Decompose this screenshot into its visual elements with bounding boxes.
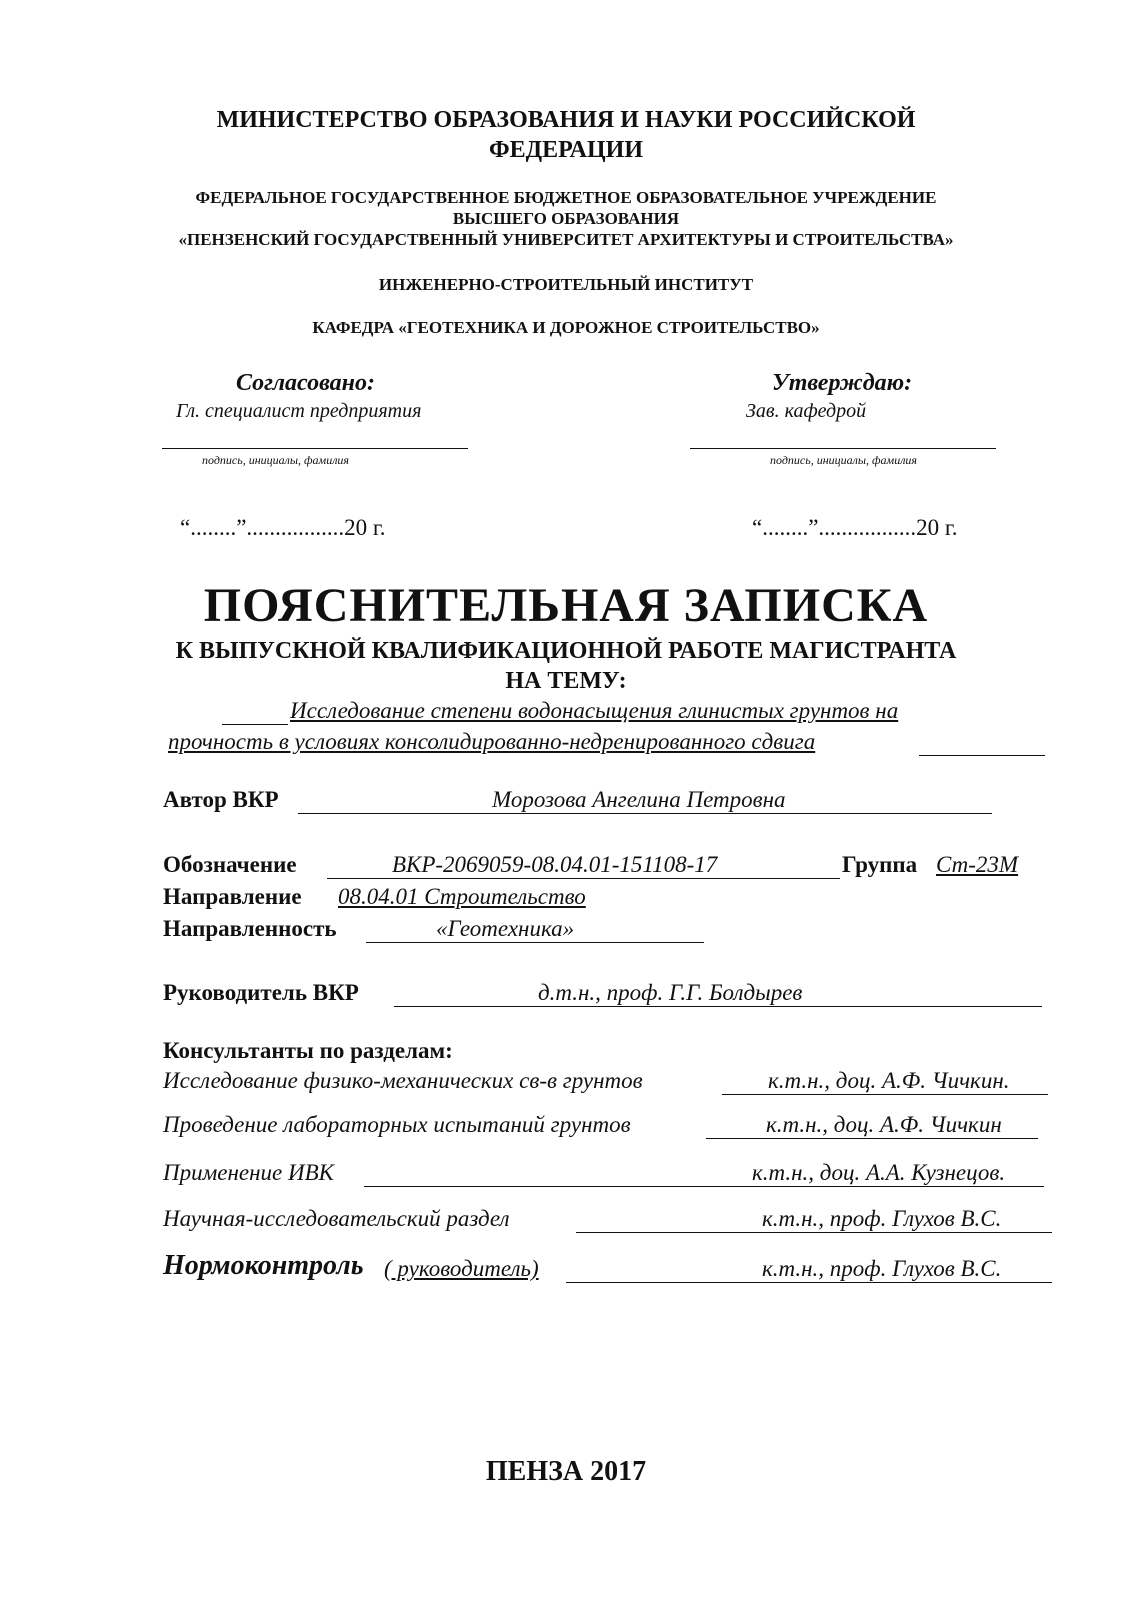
ministry-line1: МИНИСТЕРСТВО ОБРАЗОВАНИЯ И НАУКИ РОССИЙСКОЙ	[216, 107, 916, 133]
ministry-line2: ФЕДЕРАЦИИ	[488, 137, 644, 163]
approved-signature-caption: подпись, инициалы, фамилия	[770, 453, 917, 467]
consultant-person: к.т.н., доц. А.Ф. Чичкин.	[768, 1068, 1010, 1093]
agreed-signature-caption: подпись, инициалы, фамилия	[202, 453, 349, 467]
supervisor-underline	[394, 1006, 1042, 1007]
normcontrol-person: к.т.н., проф. Глухов В.С.	[762, 1256, 1002, 1281]
agreed-title: Согласовано:	[236, 370, 375, 396]
direction-value: 08.04.01 Строительство	[338, 884, 586, 909]
direction-label: Направление	[163, 884, 302, 909]
focus-value: «Геотехника»	[436, 916, 575, 941]
theme-underline-lead	[222, 724, 288, 725]
approved-role: Зав. кафедрой	[746, 400, 867, 422]
designation-label: Обозначение	[163, 852, 297, 877]
supervisor-label: Руководитель ВКР	[163, 980, 359, 1005]
approved-signature-line	[690, 448, 996, 449]
author-label: Автор ВКР	[163, 787, 279, 812]
normcontrol-label: Нормоконтроль	[163, 1250, 364, 1281]
supervisor-value: д.т.н., проф. Г.Г. Болдырев	[538, 980, 803, 1005]
designation-underline	[327, 878, 840, 879]
institution-line1: ФЕДЕРАЛЬНОЕ ГОСУДАРСТВЕННОЕ БЮДЖЕТНОЕ ОБРАЗОВАТЕЛЬНОЕ УЧРЕЖДЕНИЕ	[195, 188, 937, 207]
city-year: ПЕНЗА 2017	[485, 1456, 647, 1487]
consultant-underline	[706, 1138, 1038, 1139]
agreed-date: “........”.................20 г.	[180, 515, 386, 540]
institution-line2: ВЫСШЕГО ОБРАЗОВАНИЯ	[452, 209, 680, 228]
theme-label: НА ТЕМУ:	[505, 668, 627, 694]
document-title: ПОЯСНИТЕЛЬНАЯ ЗАПИСКА	[203, 579, 929, 632]
group-label: Группа	[842, 852, 918, 877]
consultant-person: к.т.н., доц. А.А. Кузнецов.	[752, 1160, 1006, 1185]
institute-name: ИНЖЕНЕРНО-СТРОИТЕЛЬНЫЙ ИНСТИТУТ	[378, 275, 754, 294]
theme-line1: Исследование степени водонасыщения глинистых грунтов на	[290, 698, 899, 723]
document-subtitle: К ВЫПУСКНОЙ КВАЛИФИКАЦИОННОЙ РАБОТЕ МАГИСТРАНТА	[175, 638, 957, 664]
consultant-person: к.т.н., доц. А.Ф. Чичкин	[766, 1112, 1002, 1137]
normcontrol-underline	[566, 1282, 1052, 1283]
consultant-section: Научная-исследовательский раздел	[163, 1206, 510, 1231]
theme-line2: прочность в условиях консолидированно-недренированного сдвига	[168, 729, 816, 754]
consultant-person: к.т.н., проф. Глухов В.С.	[762, 1206, 1002, 1231]
approved-title: Утверждаю:	[772, 370, 913, 396]
approved-date: “........”.................20 г.	[752, 515, 958, 540]
consultant-underline	[576, 1232, 1052, 1233]
theme-underline-tail	[919, 755, 1045, 756]
consultant-section: Проведение лабораторных испытаний грунтов	[163, 1112, 631, 1137]
agreed-signature-line	[162, 448, 468, 449]
author-value: Морозова Ангелина Петровна	[492, 787, 786, 812]
author-underline	[298, 813, 992, 814]
focus-label: Направленность	[163, 916, 337, 941]
group-value: Ст-23М	[936, 852, 1019, 877]
consultant-section: Применение ИВК	[163, 1160, 334, 1185]
consultants-heading: Консультанты по разделам:	[163, 1038, 453, 1063]
agreed-role: Гл. специалист предприятия	[176, 400, 422, 422]
consultant-section: Исследование физико-механических св-в грунтов	[163, 1068, 643, 1093]
designation-value: ВКР-2069059-08.04.01-151108-17	[392, 852, 718, 877]
focus-underline	[366, 942, 704, 943]
normcontrol-note: ( руководитель)	[384, 1256, 539, 1281]
consultant-underline	[364, 1186, 1044, 1187]
consultant-underline	[722, 1094, 1048, 1095]
department-name: КАФЕДРА «ГЕОТЕХНИКА И ДОРОЖНОЕ СТРОИТЕЛЬСТВО»	[312, 318, 820, 337]
institution-line3: «ПЕНЗЕНСКИЙ ГОСУДАРСТВЕННЫЙ УНИВЕРСИТЕТ АРХИТЕКТУРЫ И СТРОИТЕЛЬСТВА»	[178, 230, 954, 249]
